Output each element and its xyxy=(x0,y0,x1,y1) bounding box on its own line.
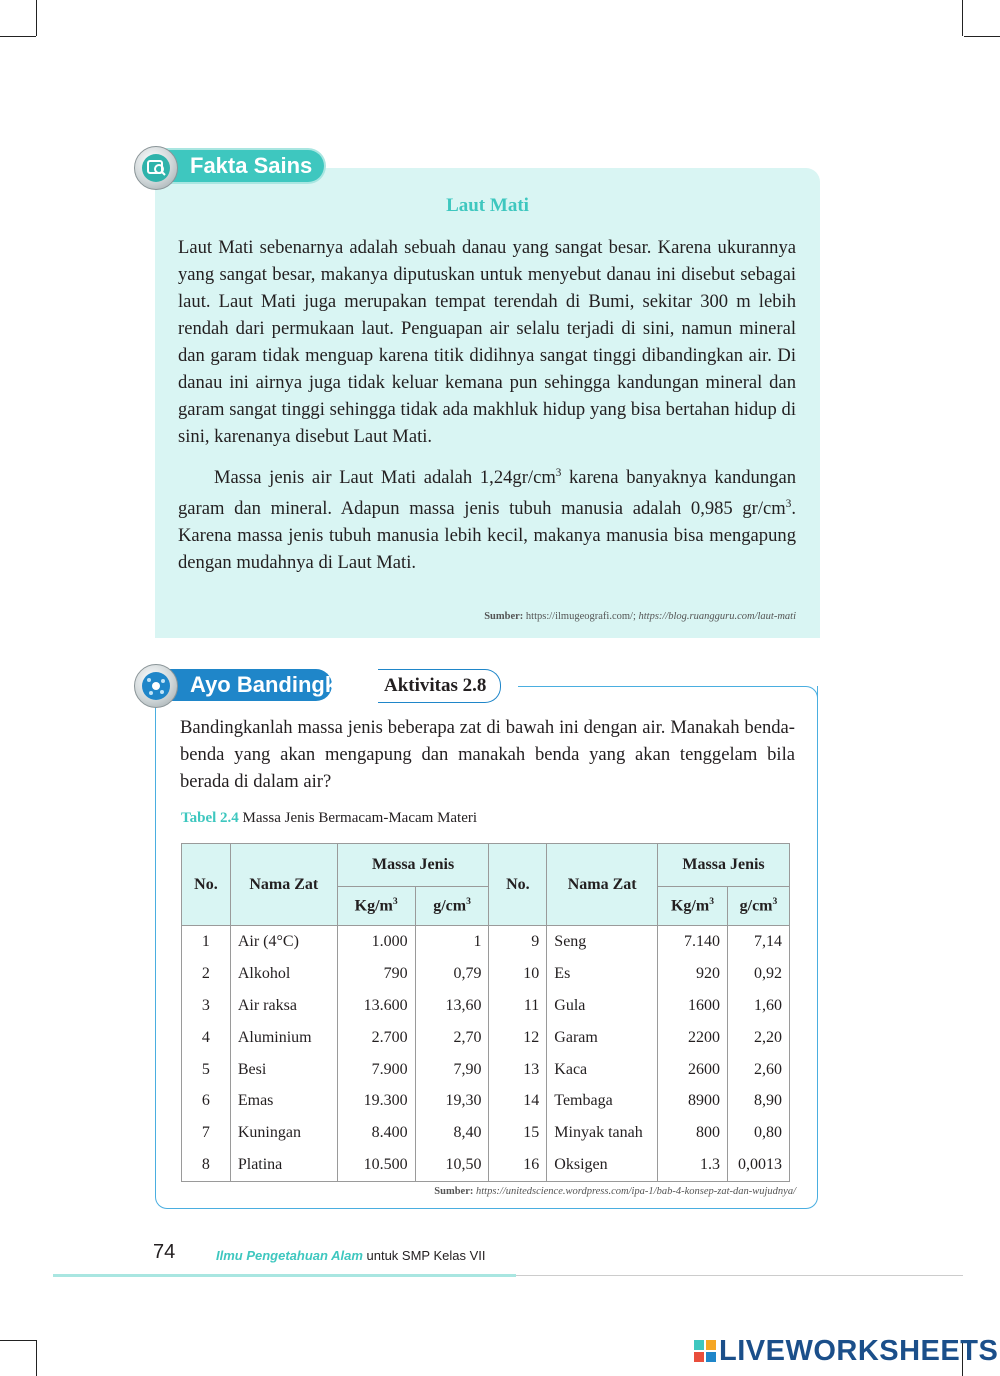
ayo-box-top-border xyxy=(518,686,806,687)
fakta-sains-icon xyxy=(134,146,178,190)
table-source: Sumber: https://unitedscience.wordpress.com/ipa-1/bab-4-konsep-zat-dan-wujudnya/ xyxy=(434,1186,796,1197)
header-no: No. xyxy=(182,844,231,926)
crop-mark xyxy=(36,1340,37,1376)
page-number: 74 xyxy=(153,1241,176,1263)
header-massa-jenis: Massa Jenis xyxy=(658,844,790,887)
table-row: 2 Alkohol 790 0,79 10 Es 920 0,92 xyxy=(182,958,790,990)
fakta-paragraph-2: Massa jenis air Laut Mati adalah $1,24gr/cm^3$ karena banyaknya kandungan garam dan mineral. Adapun massa jenis tubuh manusia adalah 0,985 $gr/cm^3$. Karena massa jenis tubuh manusia lebih kecil, makanya manusia bisa mengapung dengan mudahnya di Laut Mati. xyxy=(178,467,796,574)
book-title: Ilmu Pengetahuan Alam untuk SMP Kelas VII xyxy=(216,1248,486,1263)
table-row: 1 Air (4°C) 1.000 1 9 Seng 7.140 7,14 xyxy=(182,926,790,958)
table-row: 6 Emas 19.300 19,30 14 Tembaga 8900 8,90 xyxy=(182,1085,790,1117)
table-row: 4 Aluminium 2.700 2,70 12 Garam 2200 2,20 xyxy=(182,1022,790,1054)
header-nama-zat: Nama Zat xyxy=(230,844,337,926)
fakta-sains-label: Fakta Sains xyxy=(142,150,324,182)
fakta-sains-badge xyxy=(134,146,324,186)
liveworksheets-icon xyxy=(694,1340,716,1362)
ayo-bandingkan-label: Ayo Bandingkan xyxy=(142,669,332,701)
footer-divider-accent xyxy=(53,1274,516,1277)
fakta-heading: Laut Mati xyxy=(446,195,529,216)
table-caption: Tabel 2.4 Massa Jenis Bermacam-Macam Materi xyxy=(181,810,478,826)
table-row: 7 Kuningan 8.400 8,40 15 Minyak tanah 800 0,80 xyxy=(182,1117,790,1149)
table-row: 3 Air raksa 13.600 13,60 11 Gula 1600 1,60 xyxy=(182,990,790,1022)
crop-mark xyxy=(0,1340,36,1341)
crop-mark xyxy=(964,36,1000,37)
crop-mark xyxy=(962,0,963,36)
crop-mark xyxy=(0,36,36,37)
header-kg-m3: $Kg/m^3$ xyxy=(658,887,728,926)
header-g-cm3: $g/cm^3$ xyxy=(727,887,789,926)
massa-jenis-table xyxy=(181,843,790,1182)
ayo-bandingkan-badge xyxy=(134,664,524,706)
crop-mark xyxy=(36,0,37,36)
fakta-body xyxy=(178,234,796,576)
header-g-cm3: $g/cm^3$ xyxy=(415,887,489,926)
fakta-source: Sumber: https://ilmugeografi.com/; https://blog.ruangguru.com/laut-mati xyxy=(484,611,796,622)
fakta-paragraph-1: Laut Mati sebenarnya adalah sebuah danau yang sangat besar. Karena ukurannya yang sangat besar, makanya diputuskan untuk menyebut danau ini disebut sebagai laut. Laut Mati juga merupakan tempat terendah di Bumi, sekitar 300 m lebih rendah dari permukaan laut. Penguapan air selalu terjadi di sini, namun mineral dan garam tidak menguap karena titik didihnya sangat tinggi dibandingkan air. Di danau ini airnya juga tidak keluar kemana pun sehingga kandungan mineral dan garam sangat tinggi sehingga tidak ada makhluk hidup yang bisa bertahan hidup di sini, karenanya disebut Laut Mati. xyxy=(178,237,796,447)
aktivitas-label: Aktivitas 2.8 xyxy=(378,669,501,703)
table-row: 8 Platina 10.500 10,50 16 Oksigen 1.3 0,0013 xyxy=(182,1149,790,1181)
ayo-bandingkan-icon xyxy=(134,664,178,708)
header-no: No. xyxy=(489,844,547,926)
header-massa-jenis: Massa Jenis xyxy=(337,844,489,887)
liveworksheets-logo: LIVEWORKSHEETS xyxy=(694,1335,998,1371)
ayo-prompt: Bandingkanlah massa jenis beberapa zat di bawah ini dengan air. Manakah benda-benda yang akan mengapung dan manakah benda yang akan tenggelam bila berada di dalam air? xyxy=(180,717,795,792)
table-row: 5 Besi 7.900 7,90 13 Kaca 2600 2,60 xyxy=(182,1054,790,1086)
header-kg-m3: $Kg/m^3$ xyxy=(337,887,415,926)
header-nama-zat: Nama Zat xyxy=(547,844,658,926)
